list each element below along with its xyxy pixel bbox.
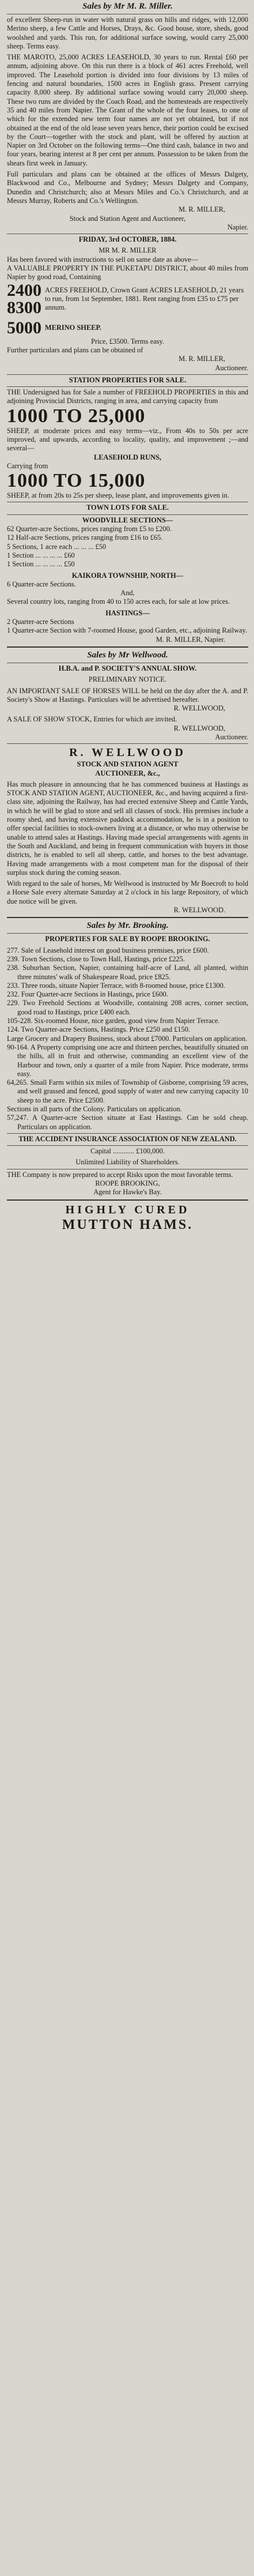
brooking-lot: 232. Four Quarter-acre Sections in Hastings, price £600. xyxy=(7,990,168,999)
town-lots-heading: TOWN LOTS FOR SALE. xyxy=(86,503,169,512)
station-heading: STATION PROPERTIES FOR SALE. xyxy=(69,375,187,384)
station-intro: THE Undersigned has for Sale a number of FREEHOLD PROPERTIES in this and adjoining Provincial Districts, ranging in area, and carrying capacity from xyxy=(7,388,248,405)
woodville-heading: WOODVILLE SECTIONS— xyxy=(82,516,173,524)
merino-further: Further particulars and plans can be obtained of xyxy=(7,345,143,354)
miller-name: MR M. R. MILLER xyxy=(98,246,157,255)
hastings-line: 2 Quarter-acre Sections xyxy=(7,618,74,626)
station-range2-text: SHEEP, at from 20s to 25s per sheep, lease plant, and improvements given in. xyxy=(7,491,229,500)
merino-label: MERINO SHEEP. xyxy=(45,323,101,332)
merino-price: Price, £3500. Terms easy. xyxy=(91,337,164,345)
woodville-line: 5 Sections, 1 acre each ... ... ... £50 xyxy=(7,542,107,551)
signature-role: Stock and Station Agent and Auctioneer, xyxy=(69,214,186,223)
farm-ad-text: of excellent Sheep-run in water with natural grass on hills and ridges, with 12,000 Merino sheep, a few Cattle and Horses, Drays, &c. Good house, store, sheds, good woolshed and yards. This run, for additional surface sowing, would carry 25,000 sheep. Terms easy. xyxy=(7,16,248,50)
brooking-lot: 229. Two Freehold Sections at Woodville, containing 208 acres, corner section, good road to Hastings, price £400 each. xyxy=(7,999,248,1016)
station-sig: M. R. MILLER, Napier. xyxy=(156,635,225,644)
capital-line: Capital ............ £100,000. xyxy=(90,1147,165,1156)
brooking-lot: 105-228. Six-roomed House, nice garden, good view from Napier Terrace. xyxy=(7,1017,220,1025)
accident-title: THE ACCIDENT INSURANCE ASSOCIATION OF NEW ZEALAND. xyxy=(18,1134,237,1143)
brooking-lot: 238. Suburban Section, Napier, containing half-acre of Land, all planted, within three minutes' walk of Shakespeare Road, price £825. xyxy=(7,964,248,981)
section-heading-miller: Sales by Mr M. R. Miller. xyxy=(82,2,173,11)
puketapu-text: ACRES FREEHOLD, Crown Grant ACRES LEASEHOLD, 21 years to run, from 1st September, 1881. Rent ranging from £35 to £75 per annum. xyxy=(45,285,244,312)
woodville-line: 62 Quarter-acre Sections, prices ranging from £5 to £200. xyxy=(7,525,172,533)
highly-cured: HIGHLY CURED xyxy=(65,1203,190,1216)
hastings-heading: HASTINGS— xyxy=(105,608,150,617)
station-range1-text: SHEEP, at moderate prices and easy terms—viz., From 40s to 50s per acre improved, and upwards, according to locality, quality, and improvement ;—and several— xyxy=(7,426,248,453)
leasehold-carry: Carrying from xyxy=(7,461,48,470)
agent-role: Agent for Hawke's Bay. xyxy=(93,1188,162,1197)
brooking-lot: Sections in all parts of the Colony. Particulars on application. xyxy=(7,1104,182,1113)
brooking-lot: 64,265. Small Farm within six miles of Township of Gisborne, comprising 59 acres, and well grassed and fenced, good supply of water and new carrying capacity 10 sheep to the acre. Price £2500. xyxy=(7,1078,248,1104)
divider xyxy=(7,1145,248,1146)
wellwood-sig2: R. WELLWOOD, xyxy=(173,724,225,732)
leasehold-acres: 8300 xyxy=(7,298,41,317)
merino-number: 5000 xyxy=(7,318,41,337)
brooking-lot: 124. Two Quarter-acre Sections, Hastings. Price £250 and £150. xyxy=(7,1025,190,1034)
maroto-ad-text: THE MAROTO, 25,000 ACRES LEASEHOLD, 30 years to run. Rental £60 per annum, adjoining above. On this run there is a block of 461 acres Freehold, well improved. The Leasehold portion is divided into four divisions by 13 miles of fencing and natural boundaries, 1500 acres in English grass. Present carrying capacity 8,000 sheep. By additional surface sowing would carry 20,000 sheep. These two runs are divided by the Coach Road, and the homesteads are respectively 35 and 40 miles from Napier. The Grant of the whole of the four leases, to one of which for the extended new term four names are not yet obtained, but if not obtained at the end of the old lease seven years hence, their portion could be excised by the Court—together with the stock and plant, will be offered by auction at Napier on 3rd October on the following terms—One third cash, balance in two and four years, bearing interest at 8 per cent per annum. Possession to be taken from the shears first week in January. xyxy=(7,53,248,167)
brooking-lot: 233. Three roods, situate Napier Terrace, with 8-roomed house, price £1300. xyxy=(7,981,225,990)
hastings-line: 1 Quarter-acre Section with 7-roomed House, good Garden, etc., adjoining Railway. xyxy=(7,626,248,635)
puketapu-intro: A VALUABLE PROPERTY IN THE PUKETAPU DISTRICT, about 40 miles from Napier by good road, Containing xyxy=(7,264,248,281)
divider xyxy=(7,514,248,515)
leasehold-label: LEASEHOLD RUNS, xyxy=(93,453,162,461)
divider xyxy=(7,743,248,744)
woodville-line: 1 Section ... ... ... ... £60 xyxy=(7,551,75,559)
divider xyxy=(7,1199,248,1201)
signature-name: M. R. MILLER, xyxy=(179,205,225,214)
show-heading: H.B.A. and P. SOCIETY'S ANNUAL SHOW. xyxy=(58,664,197,672)
brooking-lot: 239. Town Sections, close to Town Hall, Hastings, price £225. xyxy=(7,954,185,963)
kaikora-line: 6 Quarter-acre Sections. xyxy=(7,580,76,588)
divider xyxy=(7,917,248,918)
station-range1: 1000 TO 25,000 xyxy=(7,405,146,427)
date-line: FRIDAY, 3rd OCTOBER, 1884. xyxy=(78,235,177,244)
particulars-text: Full particulars and plans can be obtained at the offices of Messrs Dalgety, Blackwood and Co., Melbourne and Sydney; Messrs Dalgety and Company, Dunedin and Christchurch; also at Messrs Miles and Co.'s Christchurch, and at Messrs Murray, Roberts and Co.'s Wellington. xyxy=(7,170,248,205)
freehold-acres: 2400 xyxy=(7,280,41,300)
brooking-lot: 57,247. A Quarter-acre Section situate at East Hastings. Can be sold cheap. Particulars on application. xyxy=(7,1114,248,1131)
brooking-lot: 90-164. A Property comprising one acre and thirteen perches, beautifully situated on the hills, all in fruit and otherwise, commanding an excellent view of the Harbour and town, only a quarter of a mile from Napier. Price moderate, terms easy. xyxy=(7,1043,248,1078)
divider xyxy=(7,386,248,387)
miller-intro: Has been favored with instructions to sell on same date as above— xyxy=(7,255,199,264)
divider xyxy=(7,374,248,375)
agent-sig: ROOPE BROOKING, xyxy=(95,1179,160,1188)
section-heading-wellwood: Sales by Mr Wellwood. xyxy=(87,650,168,660)
woodville-line: 12 Half-acre Sections, prices ranging from £16 to £65. xyxy=(7,533,163,542)
kaikora-line: Several country lots, ranging from 40 to 150 acres each, for sale at low prices. xyxy=(7,597,230,606)
kaikora-heading: KAIKORA TOWNSHIP, NORTH— xyxy=(71,571,184,580)
wellwood-sub1: STOCK AND STATION AGENT xyxy=(77,760,179,769)
sale-show-text: A SALE OF SHOW STOCK, Entries for which are invited. xyxy=(7,715,177,724)
important-sale-text: AN IMPORTANT SALE OF HORSES WILL be held on the day after the A. and P. Society's Show at Hastings. Particulars will be advertised hereafter. xyxy=(7,686,248,704)
brooking-title: PROPERTIES FOR SALE BY ROOPE BROOKING. xyxy=(45,935,210,943)
wellwood-sub2: AUCTIONEER, &c., xyxy=(95,769,160,777)
merino-sig: M. R. MILLER, xyxy=(179,355,225,363)
divider xyxy=(7,933,248,934)
wellwood-body2: With regard to the sale of horses, Mr Wellwood is instructed by Mr Boecroft to hold a Horse Sale every alternate Saturday at 2 o'clock in his large Repository, of which due notice will be given. xyxy=(7,879,248,905)
brooking-lot: Large Grocery and Drapery Business, stock about £7000. Particulars on application. xyxy=(7,1034,248,1043)
kaikora-line: And, xyxy=(120,589,135,597)
agent-line: THE Company is now prepared to accept Risks upon the most favorable terms. xyxy=(7,1170,233,1179)
wellwood-big-name: R. WELLWOOD xyxy=(69,746,186,759)
section-heading-brooking: Sales by Mr. Brooking. xyxy=(86,921,169,931)
merino-role: Auctioneer. xyxy=(215,363,248,372)
wellwood-sig1: R. WELLWOOD, xyxy=(173,704,225,713)
preliminary-notice: PRELIMINARY NOTICE. xyxy=(88,675,167,684)
mutton-hams: MUTTON HAMS. xyxy=(62,1217,194,1232)
wellwood-sig2-role: Auctioneer. xyxy=(215,733,248,741)
newspaper-column xyxy=(0,1,254,1232)
merino-figure xyxy=(7,319,248,337)
divider xyxy=(7,646,248,648)
puketapu-numbers xyxy=(7,282,41,317)
signature-place: Napier. xyxy=(227,223,248,231)
wellwood-body: Has much pleasure in announcing that he has commenced business at Hastings as STOCK AND STATION AGENT, AUCTIONEER, &c., and having acquired a first-class site, adjoining the Railway, has had erected extensive Sheep and Cattle Yards, in which he will be glad to store and sell all classes of stock. His premises include a roomy shed, and having extensive paddock accommodation, he is in a position to offer special facilities to stock-owners living at a distance, or who may otherwise be unable to attend sales at Hastings. Having made special arrangements with agents in the South and Auckland, and being in frequent communication with buyers in those districts, he is enabled to sell all sheep, cattle, and horses to the best advantage. Having made arrangements with a most competent man for the disposal of their surplus stock during the coming season. xyxy=(7,780,248,877)
brooking-lot: 277. Sale of Leasehold interest on good business premises, price £600. xyxy=(7,946,209,954)
puketapu-figures xyxy=(7,282,248,317)
divider xyxy=(7,1133,248,1134)
station-range2: 1000 TO 15,000 xyxy=(7,470,146,492)
wellwood-sig3: R. WELLWOOD. xyxy=(173,906,225,915)
woodville-line: 1 Section ... ... ... ... £50 xyxy=(7,560,75,569)
unlimited-line: Unlimited Liability of Shareholders. xyxy=(75,1158,180,1167)
